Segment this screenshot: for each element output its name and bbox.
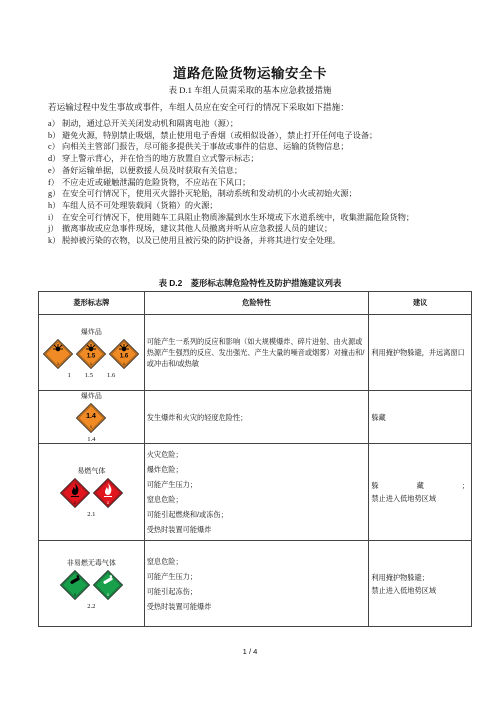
advice-cell (369, 541, 472, 627)
hazard-table (38, 291, 472, 627)
advice-cell (369, 444, 472, 541)
hazard-text: 发生爆炸和火灾的轻度危险性； (146, 412, 248, 422)
measure-text: 制动，通过总开关关闭发动机和隔离电池（源）； (62, 119, 239, 128)
measure-item (48, 118, 478, 130)
svg-text:1: 1 (57, 360, 60, 366)
gas-cylinder-icon (93, 570, 123, 600)
division-label: 1.4 (87, 436, 96, 443)
advice-text (371, 479, 469, 492)
measure-text: 在安全可行情况下，使用灭火器扑灭轮胎，制动系统和发动机的小火或初始火源； (62, 189, 357, 199)
measure-key: g） (48, 189, 61, 199)
table-d2-caption: 表 D.2 菱形标志牌危险特性及防护措施建议列表 (158, 278, 342, 288)
measure-item (48, 153, 478, 165)
advice-char: 躲 (371, 481, 379, 490)
sign-cell (39, 541, 145, 627)
measure-text: 避免火源，特别禁止吸烟，禁止使用电子香烟（或相似设备），禁止打开任何电子设备； (62, 130, 378, 140)
placard-number: 1.6 (120, 353, 129, 359)
division-label: 1.5 (84, 371, 93, 379)
measure-text: 在安全可行情况下，使用随车工具阻止物质渗漏到水生环境或下水道系统中，收集泄漏危险货物； (62, 212, 415, 222)
class-name: 爆炸品 (80, 393, 102, 400)
advice-text: 禁止进入低地势区域 (371, 494, 437, 503)
table-d1-caption: 表 D.1 车组人员需采取的基本应急救援措施 (168, 85, 332, 95)
measure-key: b） (48, 130, 61, 140)
page-number: 1 / 4 (242, 647, 258, 656)
measure-key: a） (48, 119, 60, 128)
sign-cell (39, 315, 145, 391)
measure-item (48, 223, 478, 235)
page-title: 道路危险货物运输安全卡 (173, 66, 327, 81)
placards (41, 339, 142, 369)
svg-text:2: 2 (73, 500, 76, 505)
measure-key: j） (48, 224, 59, 234)
measure-key: h） (48, 200, 61, 210)
measure-key: d） (48, 154, 61, 164)
hazard-text: 爆炸危险； (146, 465, 183, 474)
measure-item (48, 200, 478, 212)
hazard-text: 可能引起燃烧和/或冻伤； (146, 510, 228, 519)
table-row (39, 391, 472, 444)
measure-key: k） (48, 236, 61, 246)
flame-icon (93, 478, 123, 508)
explosive-bomb-icon (76, 339, 106, 369)
measure-key: i） (48, 212, 59, 222)
hazard-text: 受热时装置可能爆炸 (146, 525, 212, 534)
svg-text:1: 1 (90, 360, 93, 366)
advice-char: ； (461, 481, 469, 490)
hazard-text: 火灾危险； (146, 450, 183, 459)
explosive-bomb-icon (109, 339, 139, 369)
measure-text: 不应走近或碰触泄漏的危险货物，不应站在下风口； (62, 177, 251, 187)
svg-text:1: 1 (123, 360, 126, 366)
table-header-row (39, 292, 472, 315)
measure-item (48, 212, 478, 224)
header-advice: 建议 (369, 292, 472, 315)
hazard-cell (144, 541, 369, 627)
header-hazard: 危险特性 (144, 292, 369, 315)
table-row (39, 541, 472, 627)
measure-text: 脱掉被污染的衣物，以及已使用且被污染的防护设备，并将其进行安全处理。 (62, 236, 341, 246)
hazard-cell (144, 391, 369, 444)
class-name: 易燃气体 (77, 468, 106, 475)
svg-text:2: 2 (106, 591, 109, 597)
explosive-bomb-icon (43, 339, 73, 369)
measure-key: c） (48, 142, 60, 152)
division-labels (41, 603, 142, 610)
gas-cylinder-icon (60, 570, 90, 600)
svg-text:2: 2 (106, 500, 109, 505)
flame-icon (60, 478, 90, 508)
table-row (39, 444, 472, 541)
sign-cell (39, 391, 145, 444)
measures-list (48, 118, 478, 247)
advice-text: 禁止进入低地势区域 (371, 585, 437, 595)
intro-text: 若运输过程中发生事故或事件，车组人员应在安全可行的情况下采取如下措施： (48, 102, 349, 112)
division-label: 2.1 (87, 511, 96, 518)
measure-text: 穿上警示背心，并在恰当的地方放置自立式警示标志； (62, 154, 259, 164)
advice-text: 躲藏 (371, 412, 386, 422)
svg-text:2: 2 (73, 591, 76, 597)
measure-item (48, 235, 478, 247)
class-name: 爆炸品 (80, 328, 102, 336)
division-labels (41, 511, 142, 518)
advice-char: 藏 (416, 481, 424, 490)
division-labels (41, 436, 142, 443)
placards (41, 570, 142, 600)
placard-number: 1.4 (86, 413, 97, 420)
division-labels (41, 372, 142, 379)
measure-text: 备好运输单据，以便救援人员及时获取有关信息； (62, 165, 243, 175)
explosive-number-icon (76, 403, 106, 433)
hazard-text: 窒息危险； (146, 556, 183, 566)
placards (41, 403, 142, 433)
header-sign: 菱形标志牌 (39, 292, 145, 315)
hazard-text: 可能产生压力； (146, 480, 198, 489)
table-row (39, 315, 472, 391)
hazard-cell (144, 444, 369, 541)
sign-cell (39, 444, 145, 541)
measure-text: 车组人员不可处理装载间（货箱）的火源； (62, 200, 218, 210)
hazard-cell (144, 315, 369, 391)
division-label: 1.6 (107, 371, 116, 379)
measure-key: e） (48, 165, 60, 175)
advice-text: 利用掩护物躲避； (371, 572, 429, 582)
measure-item (48, 165, 478, 177)
advice-cell (369, 391, 472, 444)
measure-text: 向相关主管部门报告，尽可能多提供关于事故或事件的信息、运输的货物信息； (62, 142, 349, 152)
measure-item (48, 141, 478, 153)
svg-text:1: 1 (90, 424, 93, 429)
hazard-text: 可能产生压力； (146, 571, 198, 581)
division-label: 2.2 (87, 602, 96, 610)
division-label: 1 (67, 371, 71, 379)
class-name: 非易燃无毒气体 (66, 559, 116, 567)
advice-cell (369, 315, 472, 391)
measure-item (48, 177, 478, 189)
hazard-text: 可能引起冻伤； (146, 586, 198, 596)
measure-item (48, 188, 478, 200)
placards (41, 478, 142, 508)
measure-item (48, 130, 478, 142)
hazard-text: 窒息危险； (146, 495, 183, 504)
measure-key: f） (48, 177, 59, 187)
advice-text: 利用掩护物躲避，并远离窗口 (371, 348, 465, 357)
placard-number: 1.5 (87, 353, 96, 359)
measure-text: 撤离事故或应急事件现场，建议其他人员撤离并听从应急救援人员的建议； (62, 224, 333, 234)
hazard-text: 受热时装置可能爆炸 (146, 601, 212, 611)
hazard-text: 可能产生一系列的反应和影响（如大规模爆炸、碎片迸射、由火源或热源产生强烈的反应、发出强光、产生大量的噪音或烟雾）对撞击和/或冲击和/或热敏 (146, 337, 365, 368)
